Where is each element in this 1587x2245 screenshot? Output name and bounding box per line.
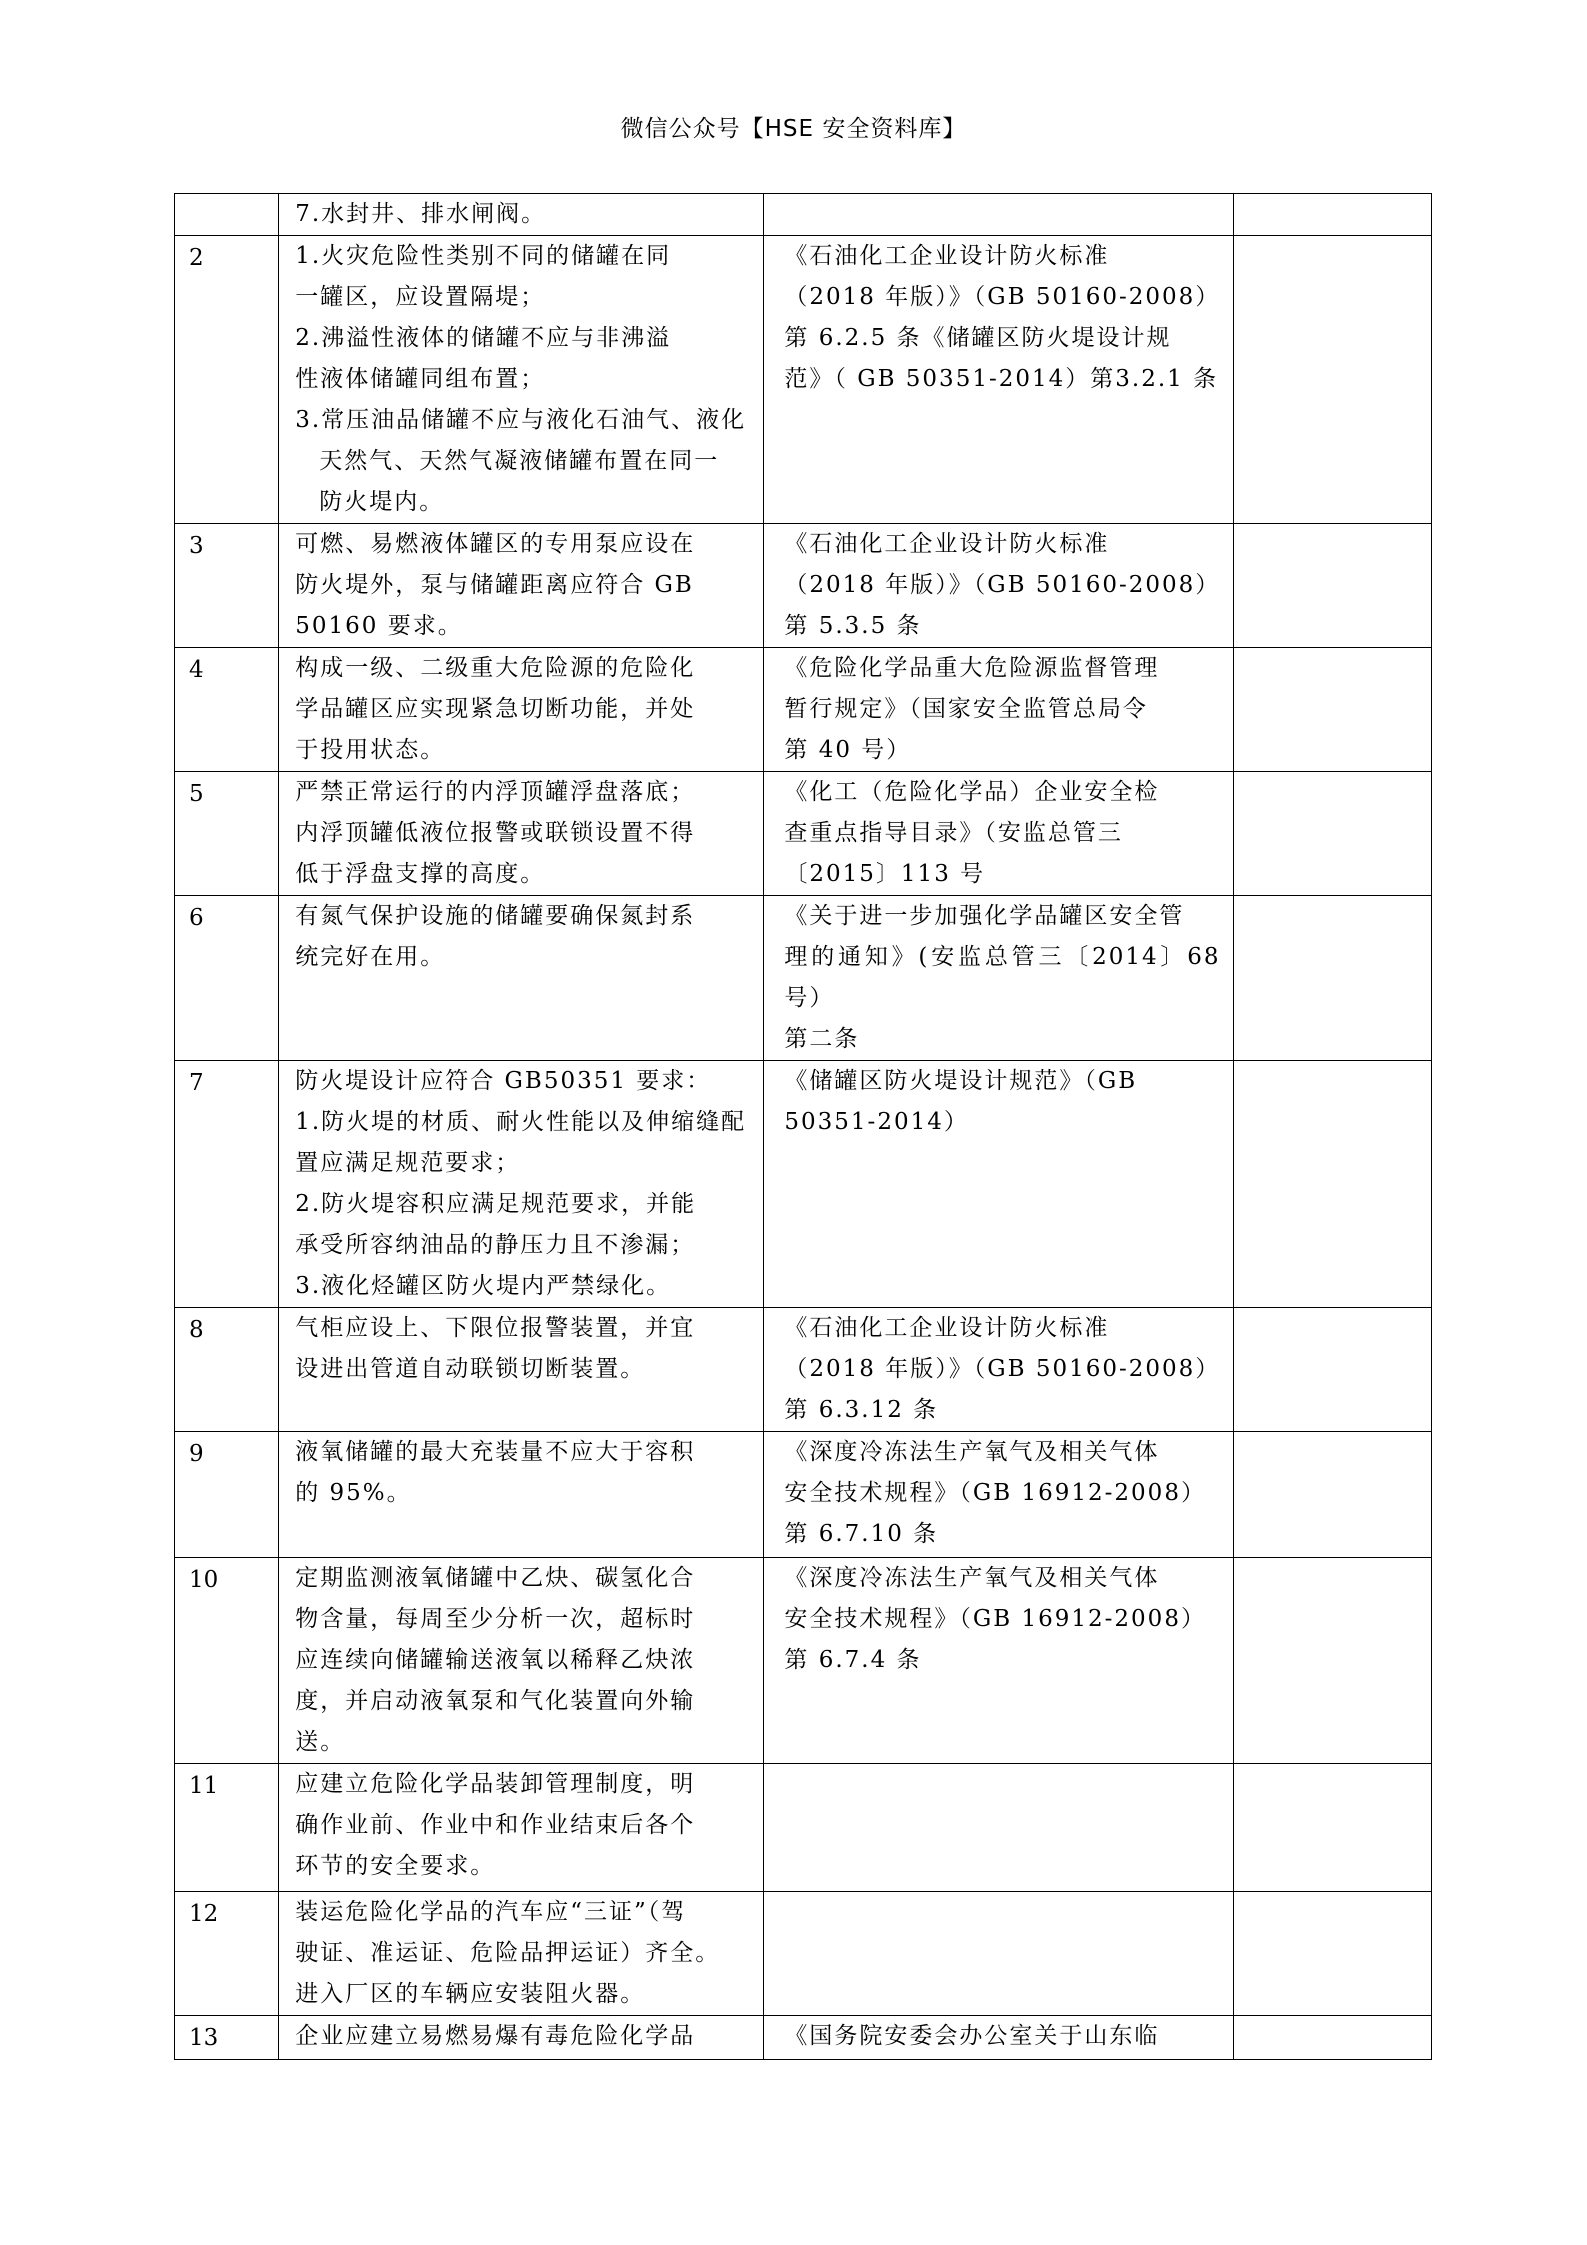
row-number: 13 xyxy=(175,2016,279,2060)
requirement-cell xyxy=(279,1558,764,1764)
checklist-table-body xyxy=(175,194,1432,2060)
basis-line: 第 5.3.5 条 xyxy=(784,613,922,639)
requirement-line: 7.水封井、排水闸阀。 xyxy=(295,201,547,227)
page-header-title: 微信公众号【HSE 安全资料库】 xyxy=(620,116,967,142)
basis-line: 〔2015〕113 号 xyxy=(784,861,986,887)
row-number: 8 xyxy=(175,1308,279,1432)
table-row xyxy=(175,772,1432,896)
basis-line: 理的通知》(安监总管三〔2014〕68 号） xyxy=(784,944,1221,1011)
table-row xyxy=(175,1558,1432,1764)
requirement-line: 气柜应设上、下限位报警装置，并宜 xyxy=(295,1315,696,1341)
requirement-line: 液氧储罐的最大充装量不应大于容积 xyxy=(295,1439,696,1465)
row-number: 5 xyxy=(175,772,279,896)
table-row xyxy=(175,2016,1432,2060)
requirement-cell xyxy=(279,236,764,524)
basis-cell xyxy=(764,1432,1233,1558)
requirement-line: 防火堤设计应符合 GB50351 要求： xyxy=(295,1068,712,1094)
requirement-line: 3.常压油品储罐不应与液化石油气、液化 xyxy=(295,407,747,433)
basis-line: 《石油化工企业设计防火标准 xyxy=(784,1315,1110,1341)
basis-line: （2018 年版）》（GB 50160-2008） xyxy=(784,1356,1221,1382)
requirement-cell xyxy=(279,194,764,236)
row-number: 3 xyxy=(175,524,279,648)
basis-line: 《石油化工企业设计防火标准 xyxy=(784,531,1110,557)
basis-line: 安全技术规程》（GB 16912-2008） xyxy=(784,1606,1206,1632)
row-number: 12 xyxy=(175,1892,279,2016)
table-row xyxy=(175,194,1432,236)
basis-line: （2018 年版）》（GB 50160-2008） xyxy=(784,284,1221,310)
requirement-cell xyxy=(279,772,764,896)
remark-cell xyxy=(1233,1308,1432,1432)
requirement-line: 的 95%。 xyxy=(295,1480,412,1506)
requirement-line: 50160 要求。 xyxy=(295,613,463,639)
table-row xyxy=(175,648,1432,772)
requirement-line: 防火堤内。 xyxy=(319,489,445,515)
requirement-line: 低于浮盘支撑的高度。 xyxy=(295,861,546,887)
basis-line: （2018 年版）》（GB 50160-2008） xyxy=(784,572,1221,598)
basis-cell xyxy=(764,648,1233,772)
basis-line: 《危险化学品重大危险源监督管理 xyxy=(784,655,1160,681)
requirement-line: 有氮气保护设施的储罐要确保氮封系 xyxy=(295,903,696,929)
requirement-line: 企业应建立易燃易爆有毒危险化学品 xyxy=(295,2023,696,2049)
requirement-line: 物含量，每周至少分析一次，超标时 xyxy=(295,1606,696,1632)
requirement-line: 承受所容纳油品的静压力且不渗漏； xyxy=(295,1232,696,1258)
table-row xyxy=(175,1432,1432,1558)
requirement-cell xyxy=(279,1764,764,1892)
requirement-line: 1.防火堤的材质、耐火性能以及伸缩缝配 xyxy=(295,1109,747,1135)
requirement-line: 定期监测液氧储罐中乙炔、碳氢化合 xyxy=(295,1565,696,1591)
basis-line: 第 6.7.10 条 xyxy=(784,1521,939,1547)
remark-cell xyxy=(1233,236,1432,524)
row-number: 4 xyxy=(175,648,279,772)
table-row xyxy=(175,896,1432,1061)
requirement-cell xyxy=(279,1892,764,2016)
requirement-line: 进入厂区的车辆应安装阻火器。 xyxy=(295,1981,646,2007)
remark-cell xyxy=(1233,1892,1432,2016)
remark-cell xyxy=(1233,1558,1432,1764)
requirement-line: 一罐区，应设置隔堤； xyxy=(295,284,546,310)
table-row xyxy=(175,1764,1432,1892)
requirement-line: 学品罐区应实现紧急切断功能，并处 xyxy=(295,696,696,722)
row-number: 2 xyxy=(175,236,279,524)
requirement-line: 严禁正常运行的内浮顶罐浮盘落底； xyxy=(295,779,696,805)
requirement-cell xyxy=(279,1061,764,1308)
basis-cell xyxy=(764,896,1233,1061)
remark-cell xyxy=(1233,1764,1432,1892)
basis-line: 《国务院安委会办公室关于山东临 xyxy=(784,2023,1160,2049)
basis-line: 《深度冷冻法生产氧气及相关气体 xyxy=(784,1565,1160,1591)
requirement-line: 应建立危险化学品装卸管理制度，明 xyxy=(295,1771,696,1797)
remark-cell xyxy=(1233,194,1432,236)
requirement-cell xyxy=(279,896,764,1061)
row-number xyxy=(175,194,279,236)
table-row xyxy=(175,524,1432,648)
basis-cell xyxy=(764,524,1233,648)
requirement-line: 置应满足规范要求； xyxy=(295,1150,521,1176)
basis-cell xyxy=(764,1764,1233,1892)
basis-line: 第 6.3.12 条 xyxy=(784,1397,939,1423)
basis-line: 查重点指导目录》（安监总管三 xyxy=(784,820,1123,846)
checklist-table xyxy=(174,193,1432,2060)
basis-line: 《储罐区防火堤设计规范》（GB xyxy=(784,1068,1138,1094)
requirement-line: 送。 xyxy=(295,1729,346,1755)
requirement-cell xyxy=(279,1432,764,1558)
basis-line: 《化工（危险化学品）企业安全检 xyxy=(784,779,1160,805)
basis-line: 第 6.2.5 条《储罐区防火堤设计规 xyxy=(784,325,1172,351)
basis-cell xyxy=(764,1061,1233,1308)
remark-cell xyxy=(1233,2016,1432,2060)
basis-cell xyxy=(764,772,1233,896)
requirement-cell xyxy=(279,2016,764,2060)
row-number: 11 xyxy=(175,1764,279,1892)
remark-cell xyxy=(1233,1061,1432,1308)
row-number: 9 xyxy=(175,1432,279,1558)
requirement-line: 内浮顶罐低液位报警或联锁设置不得 xyxy=(295,820,696,846)
requirement-line: 统完好在用。 xyxy=(295,944,446,970)
remark-cell xyxy=(1233,896,1432,1061)
requirement-line: 环节的安全要求。 xyxy=(295,1853,496,1879)
requirement-line: 度，并启动液氧泵和气化装置向外输 xyxy=(295,1688,696,1714)
basis-cell xyxy=(764,1558,1233,1764)
row-number: 7 xyxy=(175,1061,279,1308)
basis-line: 第 40 号） xyxy=(784,737,912,763)
requirement-line: 防火堤外，泵与储罐距离应符合 GB xyxy=(295,572,694,598)
requirement-cell xyxy=(279,1308,764,1432)
requirement-line: 于投用状态。 xyxy=(295,737,446,763)
requirement-line: 天然气、天然气凝液储罐布置在同一 xyxy=(319,448,720,474)
table-row xyxy=(175,1061,1432,1308)
basis-cell xyxy=(764,1308,1233,1432)
requirement-line: 确作业前、作业中和作业结束后各个 xyxy=(295,1812,696,1838)
requirement-line: 应连续向储罐输送液氧以稀释乙炔浓 xyxy=(295,1647,696,1673)
basis-line: 《石油化工企业设计防火标准 xyxy=(784,243,1110,269)
table-row xyxy=(175,1308,1432,1432)
row-number: 6 xyxy=(175,896,279,1061)
table-row xyxy=(175,1892,1432,2016)
requirement-cell xyxy=(279,648,764,772)
requirement-line: 2.防火堤容积应满足规范要求，并能 xyxy=(295,1191,697,1217)
basis-line: 50351-2014） xyxy=(784,1109,969,1135)
requirement-line: 性液体储罐同组布置； xyxy=(295,366,546,392)
requirement-line: 3.液化烃罐区防火堤内严禁绿化。 xyxy=(295,1273,672,1299)
basis-line: 《关于进一步加强化学品罐区安全管 xyxy=(784,903,1185,929)
requirement-line: 2.沸溢性液体的储罐不应与非沸溢 xyxy=(295,325,672,351)
requirement-line: 驶证、准运证、危险品押运证）齐全。 xyxy=(295,1940,721,1966)
remark-cell xyxy=(1233,648,1432,772)
basis-line: 范》（ GB 50351-2014）第3.2.1 条 xyxy=(784,366,1219,392)
basis-cell xyxy=(764,236,1233,524)
remark-cell xyxy=(1233,772,1432,896)
requirement-cell xyxy=(279,524,764,648)
remark-cell xyxy=(1233,524,1432,648)
basis-line: 安全技术规程》（GB 16912-2008） xyxy=(784,1480,1206,1506)
basis-cell xyxy=(764,2016,1233,2060)
basis-line: 第 6.7.4 条 xyxy=(784,1647,922,1673)
requirement-line: 可燃、易燃液体罐区的专用泵应设在 xyxy=(295,531,696,557)
basis-cell xyxy=(764,1892,1233,2016)
requirement-line: 装运危险化学品的汽车应“三证”（驾 xyxy=(295,1899,687,1925)
basis-cell xyxy=(764,194,1233,236)
remark-cell xyxy=(1233,1432,1432,1558)
row-number: 10 xyxy=(175,1558,279,1764)
requirement-line: 构成一级、二级重大危险源的危险化 xyxy=(295,655,696,681)
table-row xyxy=(175,236,1432,524)
requirement-line: 设进出管道自动联锁切断装置。 xyxy=(295,1356,646,1382)
basis-line: 第二条 xyxy=(784,1026,860,1052)
basis-line: 《深度冷冻法生产氧气及相关气体 xyxy=(784,1439,1160,1465)
requirement-line: 1.火灾危险性类别不同的储罐在同 xyxy=(295,243,672,269)
basis-line: 暂行规定》（国家安全监管总局令 xyxy=(784,696,1148,722)
